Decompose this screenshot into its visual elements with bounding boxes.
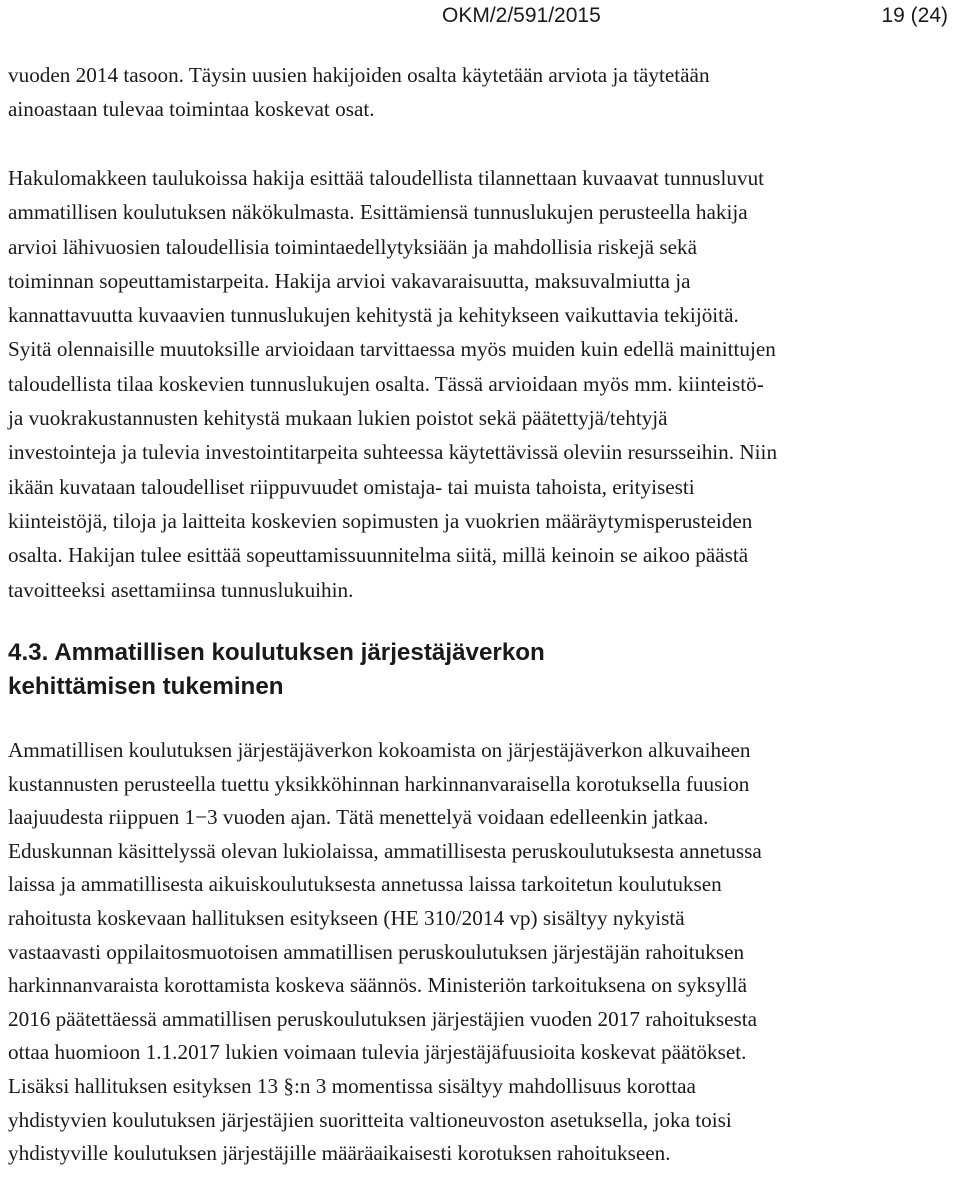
section-number: 4.3. <box>8 639 49 666</box>
document-reference: OKM/2/591/2015 <box>442 4 601 27</box>
paragraph-line: taloudellista tilaa koskevien tunnuslukujen osalta. Tässä arvioidaan myös mm. kiinteistö- <box>8 371 764 396</box>
paragraph-line: vuoden 2014 tasoon. Täysin uusien hakijoiden osalta käytetään arviota ja täytetään <box>8 63 710 87</box>
section-heading-line-1 <box>8 636 952 670</box>
paragraph-line: ainoastaan tulevaa toimintaa koskevat osat. <box>8 97 375 122</box>
paragraph-1 <box>8 58 952 127</box>
paragraph-line: laissa ja ammatillisesta aikuiskoulutuksesta annetussa laissa tarkoitetun koulutuksen <box>8 872 722 897</box>
paragraph-line: laajuudesta riippuen 1−3 vuoden ajan. Tätä menettelyä voidaan edelleenkin jatkaa. <box>8 805 709 830</box>
paragraph-line: kiinteistöjä, tiloja ja laitteita koskevien sopimusten ja vuokrien määräytymisperusteiden <box>8 508 753 533</box>
section-title-part-1: Ammatillisen koulutuksen järjestäjäverkon <box>54 639 545 666</box>
paragraph-line: ammatillisen koulutuksen näkökulmasta. Esittämiensä tunnuslukujen perusteella hakija <box>8 200 748 225</box>
paragraph-line: yhdistyvien koulutuksen järjestäjien suoritteita valtioneuvoston asetuksella, joka toisi <box>8 1107 732 1132</box>
paragraph-2 <box>8 161 952 607</box>
paragraph-line: investointeja ja tulevia investointitarpeita suhteessa käytettävissä oleviin resursseihin. Niin <box>8 440 778 465</box>
paragraph-line: vastaavasti oppilaitosmuotoisen ammatillisen peruskoulutuksen järjestäjän rahoituksen <box>8 939 745 964</box>
paragraph-line: Syitä olennaisille muutoksille arvioidaan tarvittaessa myös muiden kuin edellä mainittujen <box>8 337 776 362</box>
paragraph-line: Hakulomakkeen taulukoissa hakija esittää taloudellista tilannettaan kuvaavat tunnusluvut <box>8 166 765 190</box>
paragraph-line: toiminnan sopeuttamistarpeita. Hakija arvioi vakavaraisuutta, maksuvalmiutta ja <box>8 268 691 293</box>
paragraph-line: ottaa huomioon 1.1.2017 lukien voimaan tulevia järjestäjäfuusioita koskevat päätökset. <box>8 1040 747 1065</box>
paragraph-line: kannattavuutta kuvaavien tunnuslukujen kehitystä ja kehitykseen vaikuttavia tekijöitä. <box>8 303 739 328</box>
paragraph-line: 2016 päätettäessä ammatillisen peruskoulutuksen järjestäjien vuoden 2017 rahoituksesta <box>8 1006 758 1031</box>
paragraph-line: yhdistyville koulutuksen järjestäjille määräaikaisesti korotuksen rahoitukseen. <box>8 1141 671 1166</box>
paragraph-line: tavoitteeksi asettamiinsa tunnuslukuihin. <box>8 577 354 602</box>
page-header <box>0 0 960 36</box>
section-title-part-2: kehittämisen tukeminen <box>8 673 284 700</box>
section-heading <box>8 636 952 704</box>
paragraph-line: Lisäksi hallituksen esityksen 13 §:n 3 momentissa sisältyy mahdollisuus korottaa <box>8 1073 696 1098</box>
paragraph-line: osalta. Hakijan tulee esittää sopeuttamissuunnitelma siitä, millä keinoin se aikoo päästä <box>8 543 749 568</box>
paragraph-line: ja vuokrakustannusten kehitystä mukaan lukien poistot sekä päätettyjä/tehtyjä <box>8 406 668 431</box>
paragraph-3 <box>8 734 952 1171</box>
paragraph-line: Ammatillisen koulutuksen järjestäjäverkon kokoamista on järjestäjäverkon alkuvaiheen <box>8 738 751 762</box>
paragraph-line: kustannusten perusteella tuettu yksikköhinnan harkinnanvaraisella korotuksella fuusion <box>8 771 750 796</box>
paragraph-line: Eduskunnan käsittelyssä olevan lukiolaissa, ammatillisesta peruskoulutuksesta annetussa <box>8 838 762 863</box>
paragraph-line: arvioi lähivuosien taloudellisia toimintaedellytyksiään ja mahdollisia riskejä sekä <box>8 234 698 259</box>
paragraph-line: harkinnanvaraista korottamista koskeva säännös. Ministeriön tarkoituksena on syksyllä <box>8 973 748 998</box>
paragraph-line: ikään kuvataan taloudelliset riippuvuudet omistaja- tai muista tahoista, erityisesti <box>8 474 695 499</box>
page-number: 19 (24) <box>881 4 948 27</box>
paragraph-line: rahoitusta koskevaan hallituksen esitykseen (HE 310/2014 vp) sisältyy nykyistä <box>8 905 685 930</box>
